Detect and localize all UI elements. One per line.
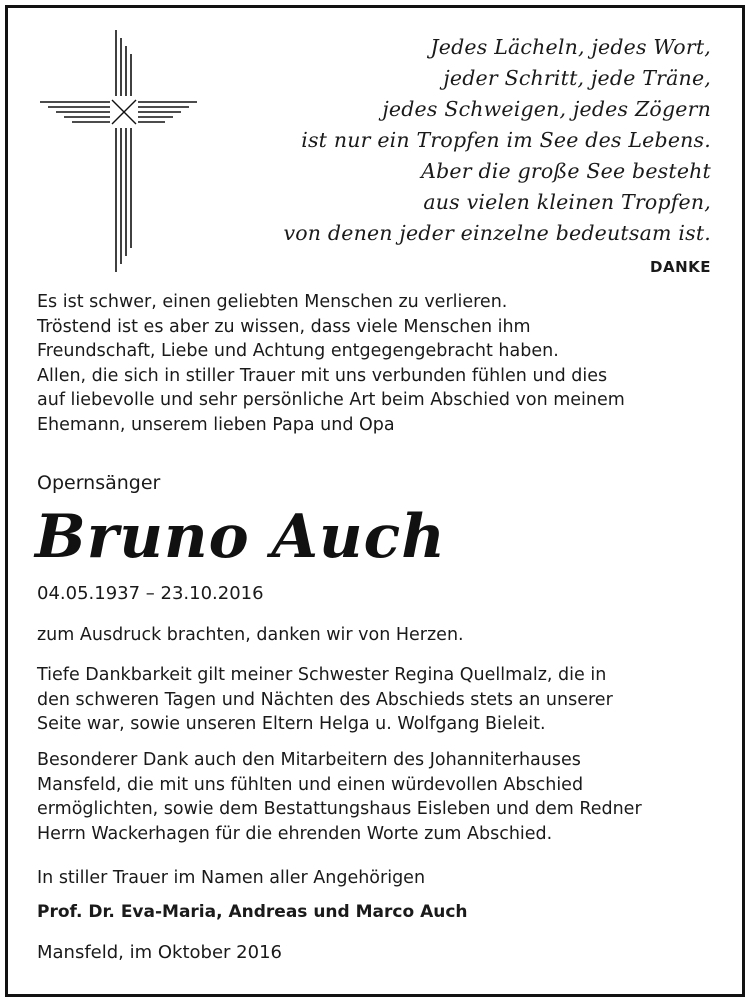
signers: Prof. Dr. Eva-Maria, Andreas und Marco Auch [37, 902, 468, 922]
text-line: zum Ausdruck brachten, danken wir von Herzen. [37, 625, 464, 645]
place-date: Mansfeld, im Oktober 2016 [37, 942, 282, 963]
closing-line [37, 866, 727, 891]
text-line: Es ist schwer, einen geliebten Menschen zu verlieren. [37, 292, 508, 312]
text-line: Freundschaft, Liebe und Achtung entgegengebracht haben. [37, 341, 559, 361]
poem-line: jedes Schweigen, jedes Zögern [382, 97, 711, 121]
intro-paragraph [37, 290, 727, 437]
text-line: Tiefe Dankbarkeit gilt meiner Schwester Regina Quellmalz, die in [37, 665, 607, 685]
text-line: ermöglichten, sowie dem Bestattungshaus Eisleben und dem Redner [37, 799, 642, 819]
text-line: Ehemann, unserem lieben Papa und Opa [37, 414, 395, 435]
text-line: Seite war, sowie unseren Eltern Helga u. Wolfgang Bieleit. [37, 714, 546, 734]
deceased-role: Opernsänger [37, 472, 161, 494]
special-thanks-paragraph [37, 748, 727, 846]
text-line: Besonderer Dank auch den Mitarbeitern des Johanniterhauses [37, 750, 581, 770]
poem-line: ist nur ein Tropfen im See des Lebens. [301, 128, 711, 152]
text-line: In stiller Trauer im Namen aller Angehörigen [37, 868, 426, 888]
poem-line: Aber die große See besteht [421, 159, 711, 183]
life-dates: 04.05.1937 – 23.10.2016 [37, 583, 264, 604]
poem-line: aus vielen kleinen Tropfen, [423, 190, 711, 214]
text-line: den schweren Tagen und Nächten des Abschieds stets an unserer [37, 689, 613, 710]
deceased-name: Bruno Auch [35, 502, 446, 572]
poem [283, 32, 711, 249]
text-line: Tröstend ist es aber zu wissen, dass viele Menschen ihm [37, 316, 531, 337]
poem-line: Jedes Lächeln, jedes Wort, [430, 35, 711, 59]
thanks-paragraph [37, 623, 727, 648]
gratitude-paragraph [37, 663, 727, 737]
text-line: auf liebevolle und sehr persönliche Art beim Abschied von meinem [37, 390, 625, 410]
text-line: Allen, die sich in stiller Trauer mit uns verbunden fühlen und dies [37, 365, 608, 386]
cross-icon [36, 26, 201, 276]
text-line: Mansfeld, die mit uns fühlten und einen würdevollen Abschied [37, 774, 584, 795]
poem-line: von denen jeder einzelne bedeutsam ist. [283, 221, 711, 245]
text-line: Herrn Wackerhagen für die ehrenden Worte zum Abschied. [37, 823, 553, 844]
poem-signature: DANKE [650, 258, 711, 276]
poem-line: jeder Schritt, jede Träne, [443, 66, 711, 90]
